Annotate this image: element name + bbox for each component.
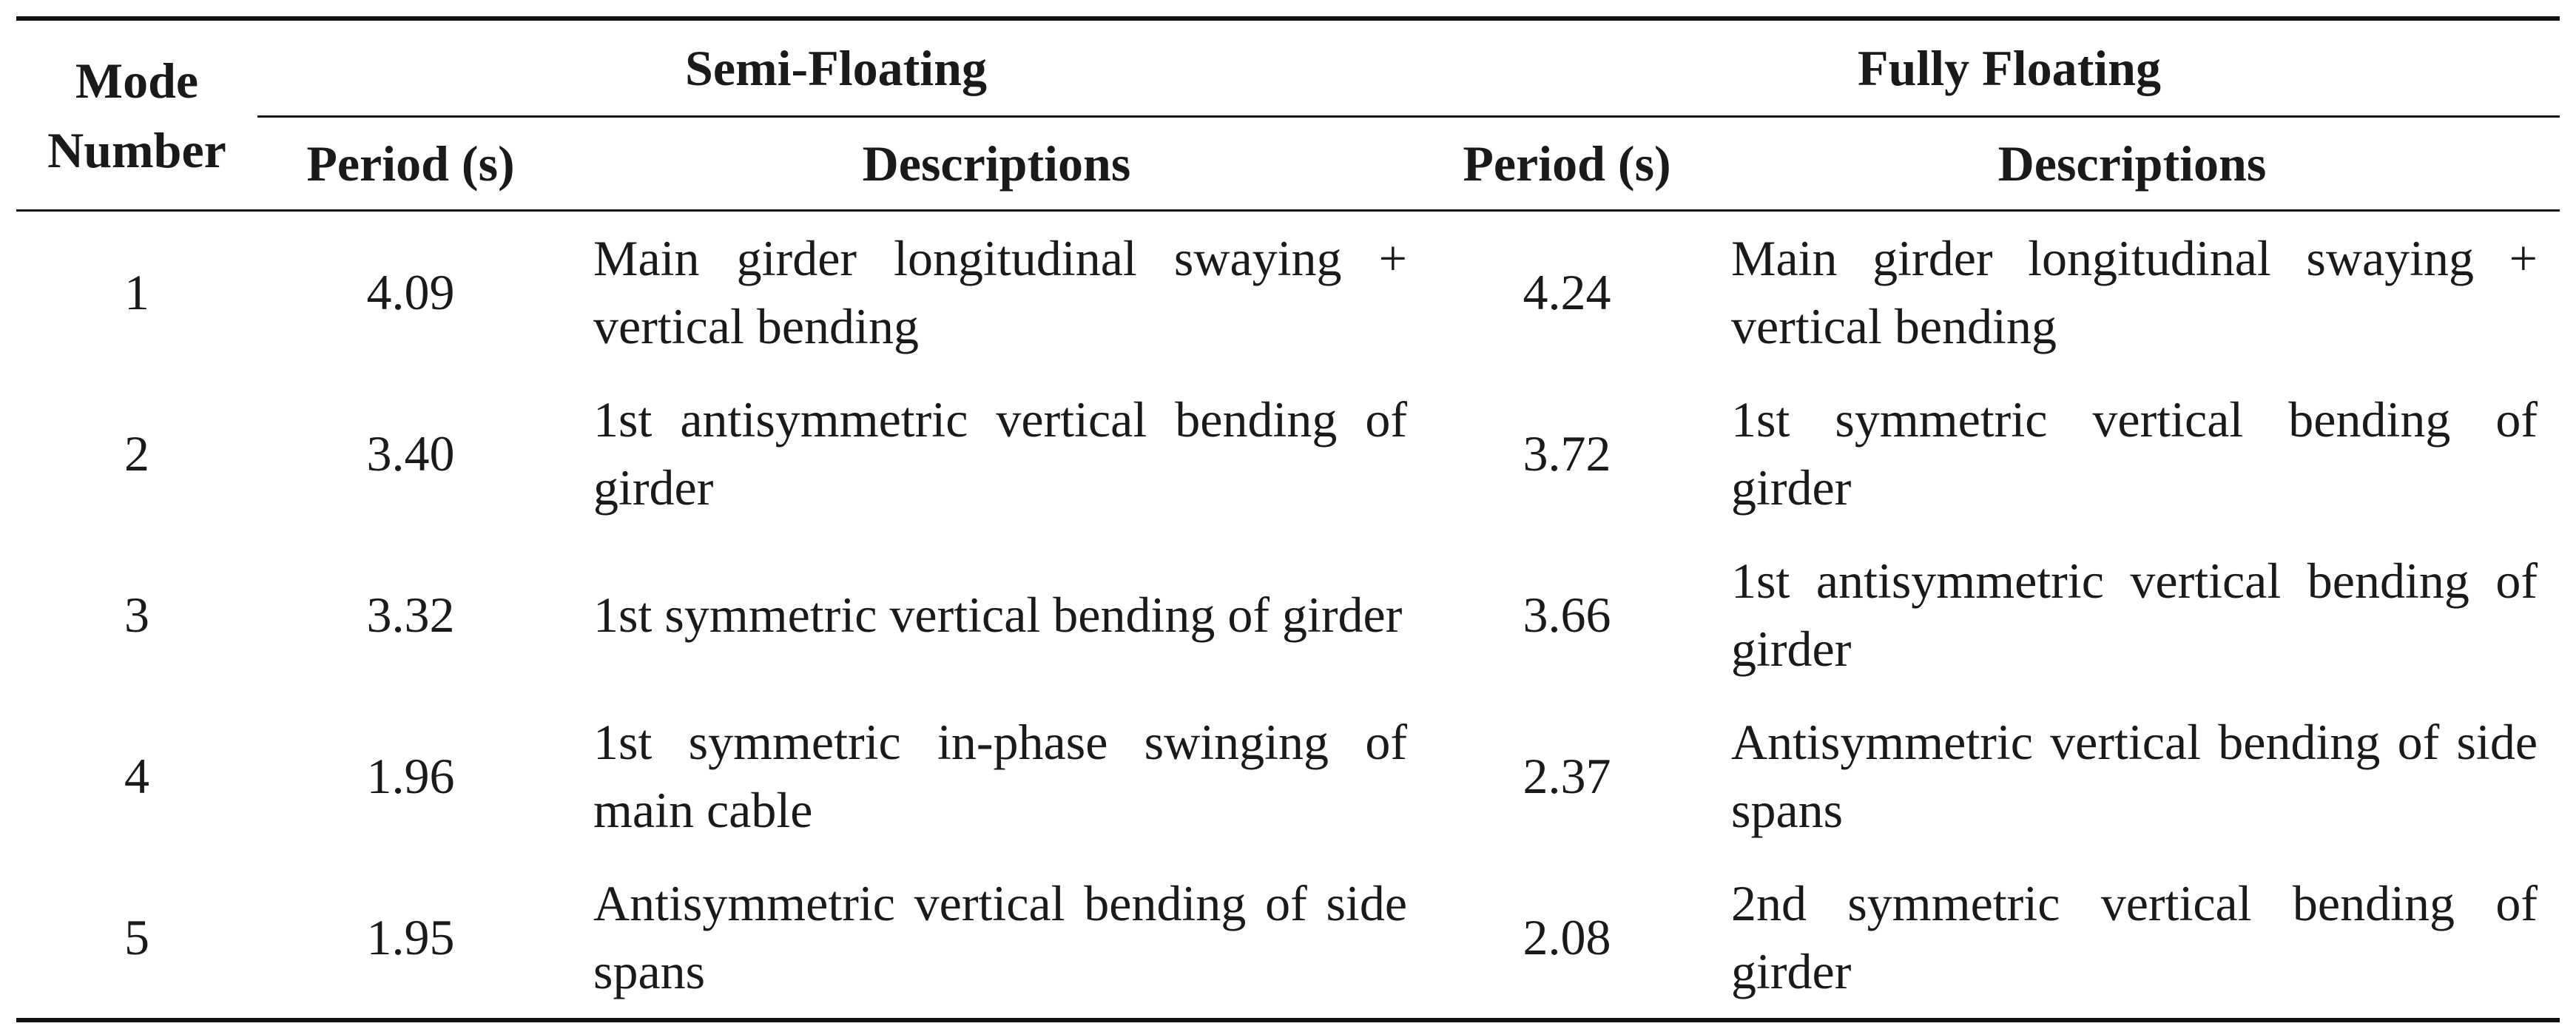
cell-semi-period: 1.96 xyxy=(366,748,455,804)
cell-semi-period: 4.09 xyxy=(366,264,455,320)
table-row xyxy=(16,695,2560,857)
table-row xyxy=(16,373,2560,534)
cell-mode: 4 xyxy=(124,748,149,804)
cell-mode: 5 xyxy=(16,857,257,1020)
cell-fully-description: Antisymmetric vertical bending of side spans xyxy=(1731,714,2538,838)
cell-fully-description: Main girder longitudinal swaying + vertical bending xyxy=(1731,230,2538,354)
cell-semi-description: Main girder longitudinal swaying + vertical bending xyxy=(593,230,1407,354)
cell-fully-period: 2.37 xyxy=(1523,748,1611,804)
header-row-groups xyxy=(16,18,2560,117)
header-group-semi-floating: Semi-Floating xyxy=(257,18,1429,117)
table-row xyxy=(16,211,2560,374)
cell-semi-description: 1st symmetric vertical bending of girder xyxy=(593,587,1403,643)
modal-periods-table xyxy=(16,16,2560,1022)
cell-fully-description: 1st symmetric vertical bending of girder xyxy=(1731,391,2538,516)
cell-fully-description: 2nd symmetric vertical bending of girder xyxy=(1705,857,2560,1020)
cell-mode: 1 xyxy=(124,264,149,320)
table-header xyxy=(16,18,2560,211)
cell-semi-period: 1.95 xyxy=(257,857,564,1020)
header-semi-descriptions: Descriptions xyxy=(564,117,1429,211)
table-row xyxy=(16,534,2560,695)
cell-fully-description: 1st antisymmetric vertical bending of girder xyxy=(1731,553,2538,677)
cell-mode: 3 xyxy=(124,587,149,643)
cell-semi-period: 3.40 xyxy=(366,425,455,482)
cell-mode: 2 xyxy=(124,425,149,482)
table-body xyxy=(16,211,2560,1021)
header-fully-descriptions: Descriptions xyxy=(1705,117,2560,211)
cell-semi-description: Antisymmetric vertical bending of side spans xyxy=(564,857,1429,1020)
header-row-columns xyxy=(16,117,2560,211)
cell-fully-period: 3.72 xyxy=(1523,425,1611,482)
modal-periods-table-container xyxy=(16,16,2560,1022)
header-group-fully-floating: Fully Floating xyxy=(1429,18,2560,117)
header-semi-period: Period (s) xyxy=(257,117,564,211)
header-fully-period: Period (s) xyxy=(1429,117,1705,211)
cell-semi-description: 1st antisymmetric vertical bending of girder xyxy=(593,391,1407,516)
cell-semi-description: 1st symmetric in-phase swinging of main cable xyxy=(593,714,1407,838)
cell-fully-period: 3.66 xyxy=(1523,587,1611,643)
cell-fully-period: 4.24 xyxy=(1523,264,1611,320)
cell-fully-period: 2.08 xyxy=(1429,857,1705,1020)
cell-semi-period: 3.32 xyxy=(366,587,455,643)
header-mode-number: Mode Number xyxy=(16,18,257,211)
table-row xyxy=(16,857,2560,1020)
